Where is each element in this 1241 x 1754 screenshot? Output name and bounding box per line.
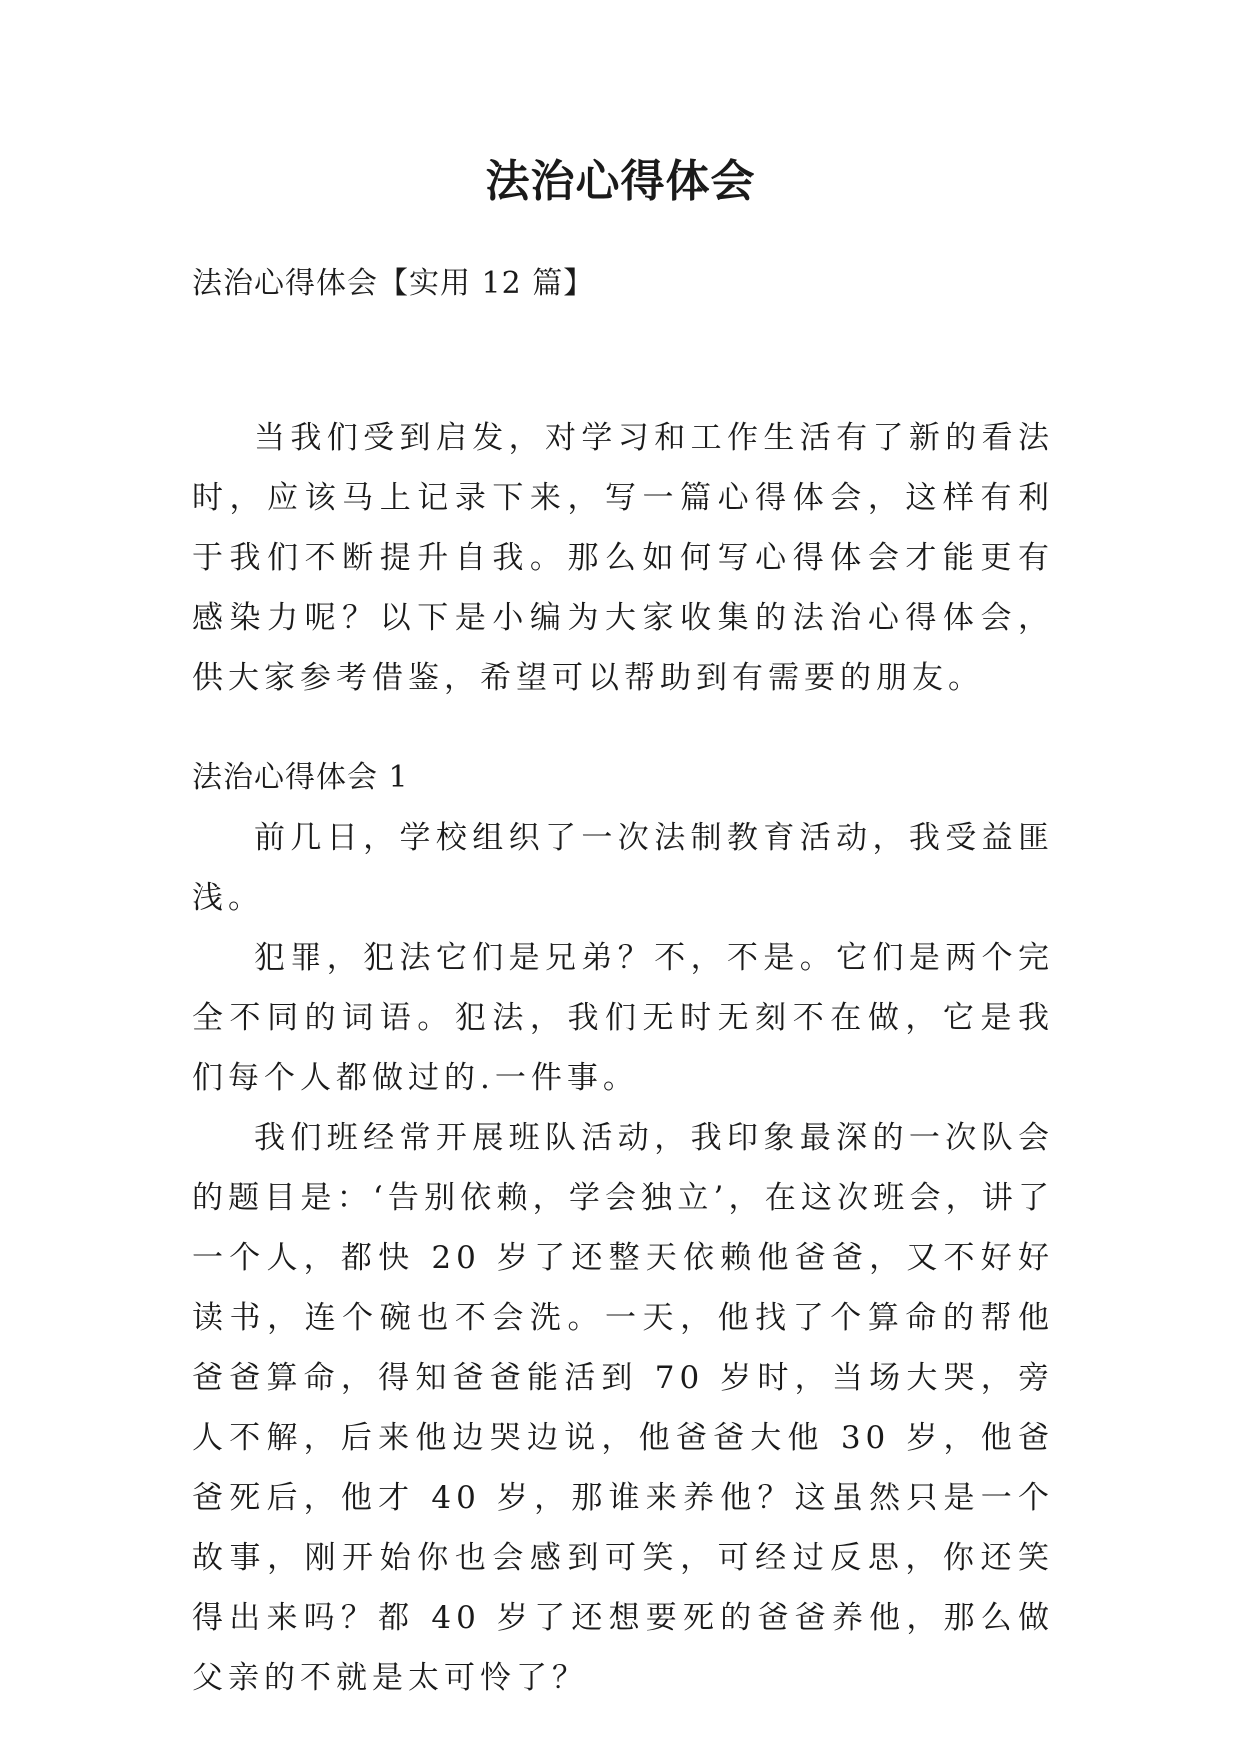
section-heading: 法治心得体会 1 [192, 760, 409, 795]
intro-paragraph: 当我们受到启发，对学习和工作生活有了新的看法时，应该马上记录下来，写一篇心得体会，这样有利于我们不断提升自我。那么如何写心得体会才能更有感染力呢？以下是小编为大家收集的法治心得体会，供大家参考借鉴，希望可以帮助到有需要的朋友。 [192, 420, 1054, 696]
document-subtitle: 法治心得体会【实用 12 篇】 [192, 266, 595, 301]
body-paragraph: 犯罪，犯法它们是兄弟？不，不是。它们是两个完全不同的词语。犯法，我们无时无刻不在做，它是我们每个人都做过的.一件事。 [192, 940, 1054, 1096]
body-paragraph: 我们班经常开展班队活动，我印象最深的一次队会的题目是：‘告别依赖，学会独立’，在这次班会，讲了一个人，都快 20 岁了还整天依赖他爸爸，又不好好读书，连个碗也不会洗。一天，他找了个算命的帮他爸爸算命，得知爸爸能活到 70 岁时，当场大哭，旁人不解，后来他边哭边说，他爸爸大他 30 岁，他爸爸死后，他才 40 岁，那谁来养他？这虽然只是一个故事，刚开始你也会感到可笑，可经过反思，你还笑得出来吗？都 40 岁了还想要死的爸爸养他，那么做父亲的不就是太可怜了？ [192, 1120, 1054, 1696]
document-title: 法治心得体会 [485, 156, 756, 207]
intro-block [192, 408, 1054, 708]
section-body [192, 808, 1054, 1708]
body-paragraph: 前几日，学校组织了一次法制教育活动，我受益匪浅。 [192, 820, 1054, 916]
